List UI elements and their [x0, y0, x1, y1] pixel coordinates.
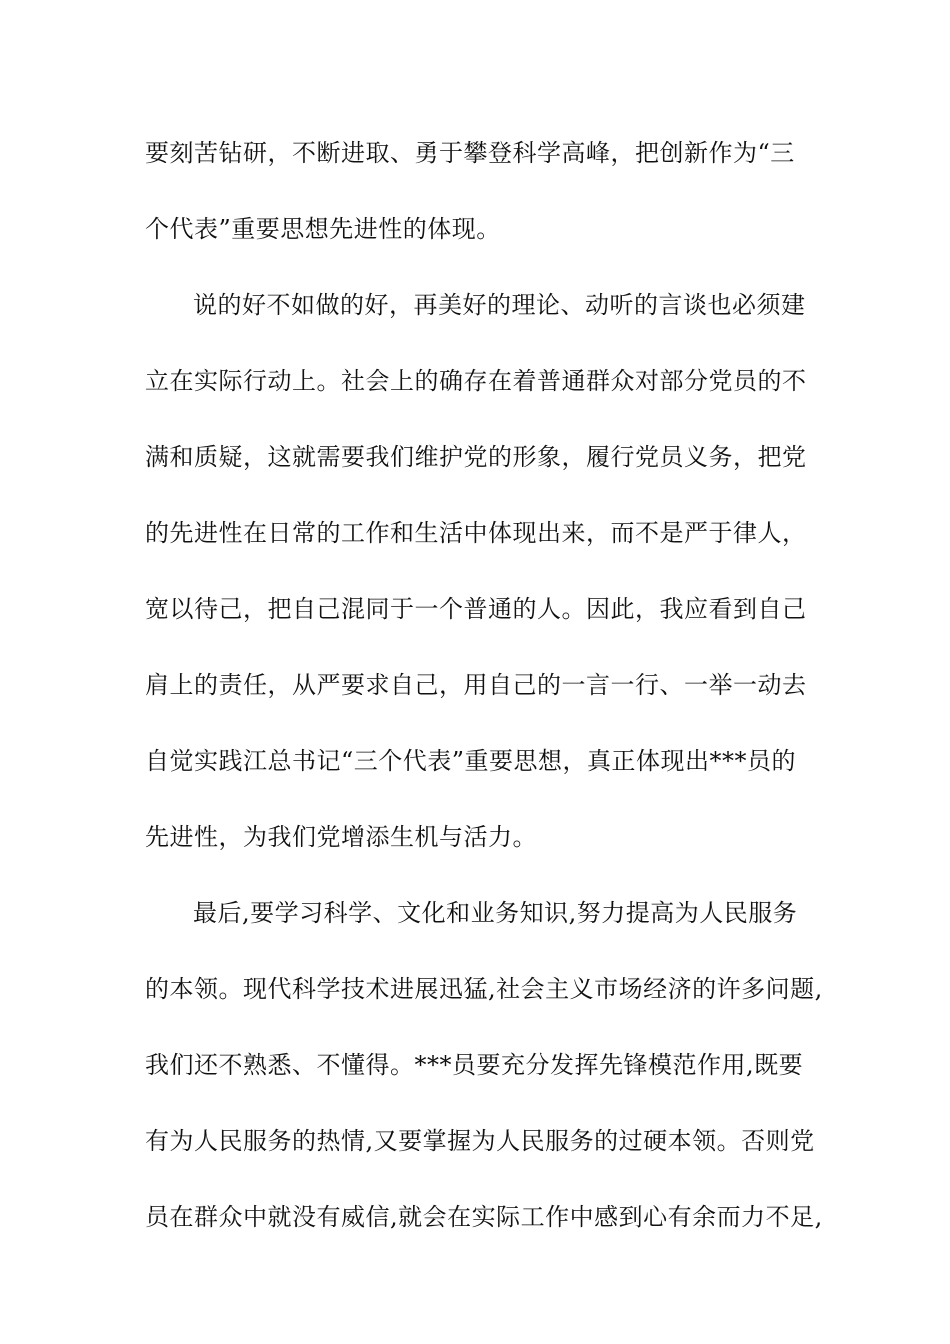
paragraph-first-line: 最后,要学习科学、文化和业务知识,努力提高为人民服务: [193, 899, 798, 927]
text-line: 有为人民服务的热情,又要掌握为人民服务的过硬本领。否则党: [145, 1127, 815, 1155]
text-line: 先进性，为我们党增添生机与活力。: [145, 823, 537, 851]
text-line: 的先进性在日常的工作和生活中体现出来，而不是严于律人，: [145, 519, 807, 547]
text-line: 宽以待己，把自己混同于一个普通的人。因此，我应看到自己: [145, 595, 807, 623]
text-line: 员在群众中就没有威信,就会在实际工作中感到心有余而力不足,: [145, 1203, 823, 1231]
paragraph-first-line: 说的好不如做的好，再美好的理论、动听的言谈也必须建: [193, 291, 806, 319]
text-line: 的本领。现代科学技术进展迅猛,社会主义市场经济的许多问题,: [145, 975, 823, 1003]
text-line: 立在实际行动上。社会上的确存在着普通群众对部分党员的不: [145, 367, 807, 395]
text-line: 要刻苦钻研，不断进取、勇于攀登科学高峰，把创新作为“三: [145, 139, 795, 167]
text-line: 肩上的责任，从严要求自己，用自己的一言一行、一举一动去: [145, 671, 807, 699]
text-line: 个代表”重要思想先进性的体现。: [145, 215, 501, 243]
text-line: 满和质疑，这就需要我们维护党的形象，履行党员义务，把党: [145, 443, 807, 471]
text-line: 自觉实践江总书记“三个代表”重要思想，真正体现出***员的: [145, 747, 797, 775]
text-line: 我们还不熟悉、不懂得。***员要充分发挥先锋模范作用,既要: [145, 1051, 804, 1079]
